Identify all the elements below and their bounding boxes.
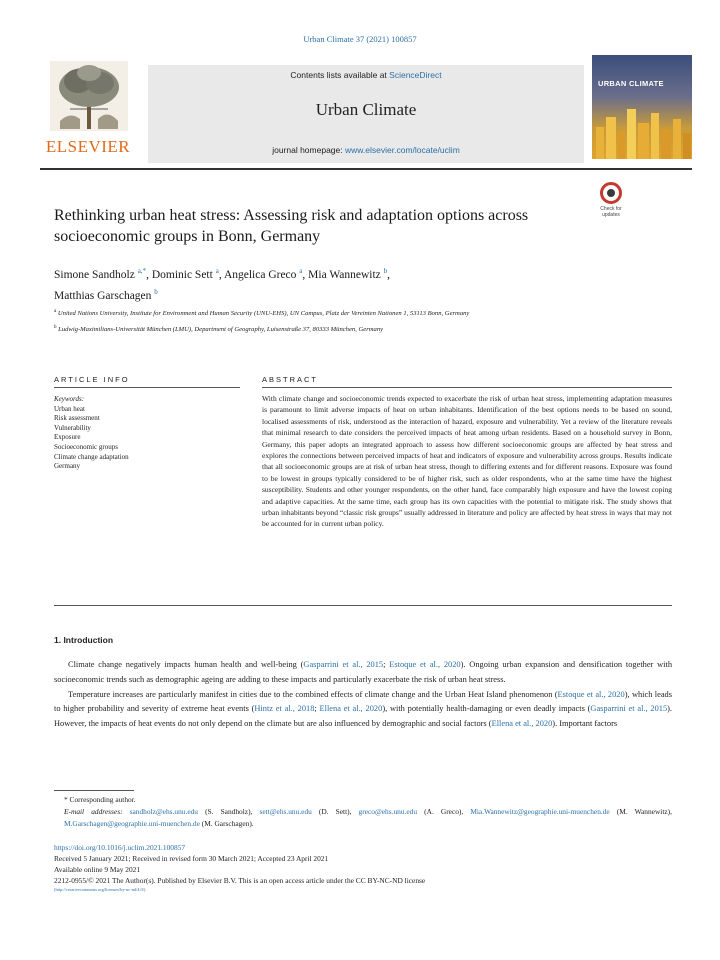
section-heading: 1. Introduction [54, 635, 114, 645]
journal-citation[interactable]: Urban Climate 37 (2021) 100857 [303, 34, 417, 44]
author[interactable]: Simone Sandholz $^{a,*}$ [54, 267, 147, 281]
keywords-label: Keywords: [54, 395, 85, 403]
paragraph: Climate change negatively impacts human health and well-being (Gasparrini et al., 2015; Estoque et al., 2020). Ongoing urban expansion and densification together with socioeconomic trends such as demographic ageing are adding to these impacts and particularly exacerbate the risk of urban heat stress. [54, 660, 673, 684]
journal-title: Urban Climate [315, 100, 417, 119]
journal-cover-image[interactable] [592, 55, 692, 159]
doi-link[interactable]: https://doi.org/10.1016/j.uclim.2021.100857 [54, 843, 186, 852]
abstract-text: With climate change and socioeconomic trends expected to exacerbate the risk of urban heat stress, implementing adaptation measures is paramount to limit adverse impacts of heat on urban inhabitants. Identification of the best options needs to be based on sound, localised assessments of risk, understood as the interaction of hazard, exposure and vulnerability. Yet a review of the literature reveals that minimal research to date considers the perceived impacts of heat among urban residents. Based on a household survey in Bonn, Germany, this paper adopts an integrated approach to assess how different socioeconomic groups are affected by heat stress and explores the connections between perceived impacts of heat and indicators of exposure and vulnerability across groups. Results indicate that all socioeconomic groups are at risk of urban heat stress, though to differing extents and for different reasons. Exposure was found to be lowest in groups typically considered to be of higher risk, such as older respondents, who at the same time have the highest susceptibility. Students and other younger respondents, on the other hand, face comparably high exposure and have the lowest coping and adaptive capacities. At the same time, each group has its own capacities with the potential to mitigate risk. The study shows that urban inhabitants beyond “classic risk groups” usually addressed in literature and policy are affected by heat stress in ways that may not be accounted for in current urban policy. [262, 394, 672, 529]
citation-link[interactable]: Gasparrini et al., 2015 [303, 660, 384, 669]
article-metadata [54, 842, 672, 893]
keyword: Urban heat [54, 404, 85, 413]
cover-title: URBAN CLIMATE [598, 79, 664, 88]
available-online: Available online 9 May 2021 [54, 865, 141, 874]
citation-link[interactable]: Gasparrini et al., 2015 [590, 704, 668, 714]
footnote [54, 794, 672, 829]
divider [262, 387, 672, 388]
author[interactable]: Mia Wannewitz $^b$ [308, 267, 388, 281]
homepage-line: journal homepage: www.elsevier.com/locate/uclim [272, 145, 460, 155]
corresponding-author-note: * Corresponding author. [64, 795, 136, 804]
author[interactable]: Dominic Sett $^a$ [151, 267, 219, 281]
paragraph: Temperature increases are particularly manifest in cities due to the combined effects of climate change and the Urban Heat Island phenomenon (Estoque et al., 2020), which leads to higher probability and severity of extreme heat events (Hintz et al., 2018; Ellena et al., 2020), with potentially health-damaging or even deadly impacts (Gasparrini et al., 2015). However, the impacts of heat events do not only depend on the climate but are also influenced by demographic and social factors (Ellena et al., 2020). Important factors [54, 689, 673, 729]
publisher-name: ELSEVIER [45, 137, 131, 156]
header-divider [40, 168, 692, 170]
license-link[interactable]: (http://creativecommons.org/licenses/by-nc-nd/4.0/). [54, 887, 147, 892]
abstract-heading: ABSTRACT [262, 375, 319, 384]
affiliation: $^a$ United Nations University, Institute for Environment and Human Security (UNU-EHS), UN Campus, Platz der Vereinten Nationen 1, 53113 Bonn, Germany [54, 309, 470, 318]
keyword: Socioeconomic groups [54, 442, 118, 451]
affiliations [54, 307, 614, 335]
check-updates-label: Check for updates [600, 206, 622, 218]
email-link[interactable]: greco@ehs.unu.edu [358, 806, 418, 816]
citation-link[interactable]: Estoque et al., 2020 [557, 689, 625, 699]
email-addresses: E-mail addresses: sandholz@ehs.unu.edu (S. Sandholz), sett@ehs.unu.edu (D. Sett), greco@ehs.unu.edu (A. Greco), Mia.Wannewitz@geographie.uni-muenchen.de (M. Wannewitz), M.Garschagen@geographie.uni-muenchen.de (M. Garschagen). [64, 806, 672, 828]
received-dates: Received 5 January 2021; Received in revised form 30 March 2021; Accepted 23 April 2021 [54, 854, 329, 863]
keyword: Germany [54, 462, 81, 471]
check-updates-icon [600, 182, 622, 204]
keyword: Climate change adaptation [54, 452, 129, 461]
author[interactable]: Angelica Greco $^a$ [223, 267, 303, 281]
paper-title: Rethinking urban heat stress: Assessing risk and adaptation options across socioeconomic groups in Bonn, Germany [54, 207, 529, 245]
citation-link[interactable]: Ellena et al., 2020 [491, 719, 553, 729]
email-link[interactable]: M.Garschagen@geographie.uni-muenchen.de [64, 818, 200, 828]
author[interactable]: Matthias Garschagen $^b$ [54, 287, 158, 302]
license-statement: 2212-0955/© 2021 The Author(s). Published by Elsevier B.V. This is an open access article under the CC BY-NC-ND license [54, 876, 426, 885]
elsevier-tree-icon [50, 61, 128, 131]
journal-info-box [148, 65, 584, 163]
check-for-updates-badge[interactable] [596, 182, 626, 218]
citation-link[interactable]: Estoque et al., 2020 [389, 660, 461, 669]
email-link[interactable]: Mia.Wannewitz@geographie.uni-muenchen.de [470, 806, 610, 816]
body-text [54, 658, 672, 732]
keyword: Vulnerability [54, 423, 91, 432]
journal-header [40, 55, 692, 167]
affiliation: $^b$ Ludwig-Maximilians-Universität München (LMU), Department of Geography, Luisenstraße 37, 80333 München, Germany [54, 325, 384, 334]
sciencedirect-link[interactable]: ScienceDirect [389, 70, 442, 80]
article-info-heading: ARTICLE INFO [54, 375, 130, 384]
footnote-divider [54, 790, 134, 791]
citation-link[interactable]: Hintz et al., 2018 [254, 704, 315, 714]
keywords-list [54, 395, 240, 472]
divider [54, 387, 240, 388]
email-link[interactable]: sandholz@ehs.unu.edu [129, 806, 198, 816]
contents-line: Contents lists available at ScienceDirect [290, 70, 442, 80]
keyword: Exposure [54, 433, 81, 442]
citation-link[interactable]: Ellena et al., 2020 [319, 704, 383, 714]
divider [54, 605, 672, 606]
email-link[interactable]: sett@ehs.unu.edu [259, 806, 312, 816]
city-skyline-icon [592, 99, 692, 159]
elsevier-logo[interactable] [40, 61, 136, 161]
keyword: Risk assessment [54, 414, 100, 423]
journal-homepage-link[interactable]: www.elsevier.com/locate/uclim [344, 145, 460, 155]
author-list: Simone Sandholz $^{a,*}$, Dominic Sett $^a$, Angelica Greco $^a$, Mia Wannewitz $^b$, Matthias Garschagen $^b$ [54, 267, 391, 302]
